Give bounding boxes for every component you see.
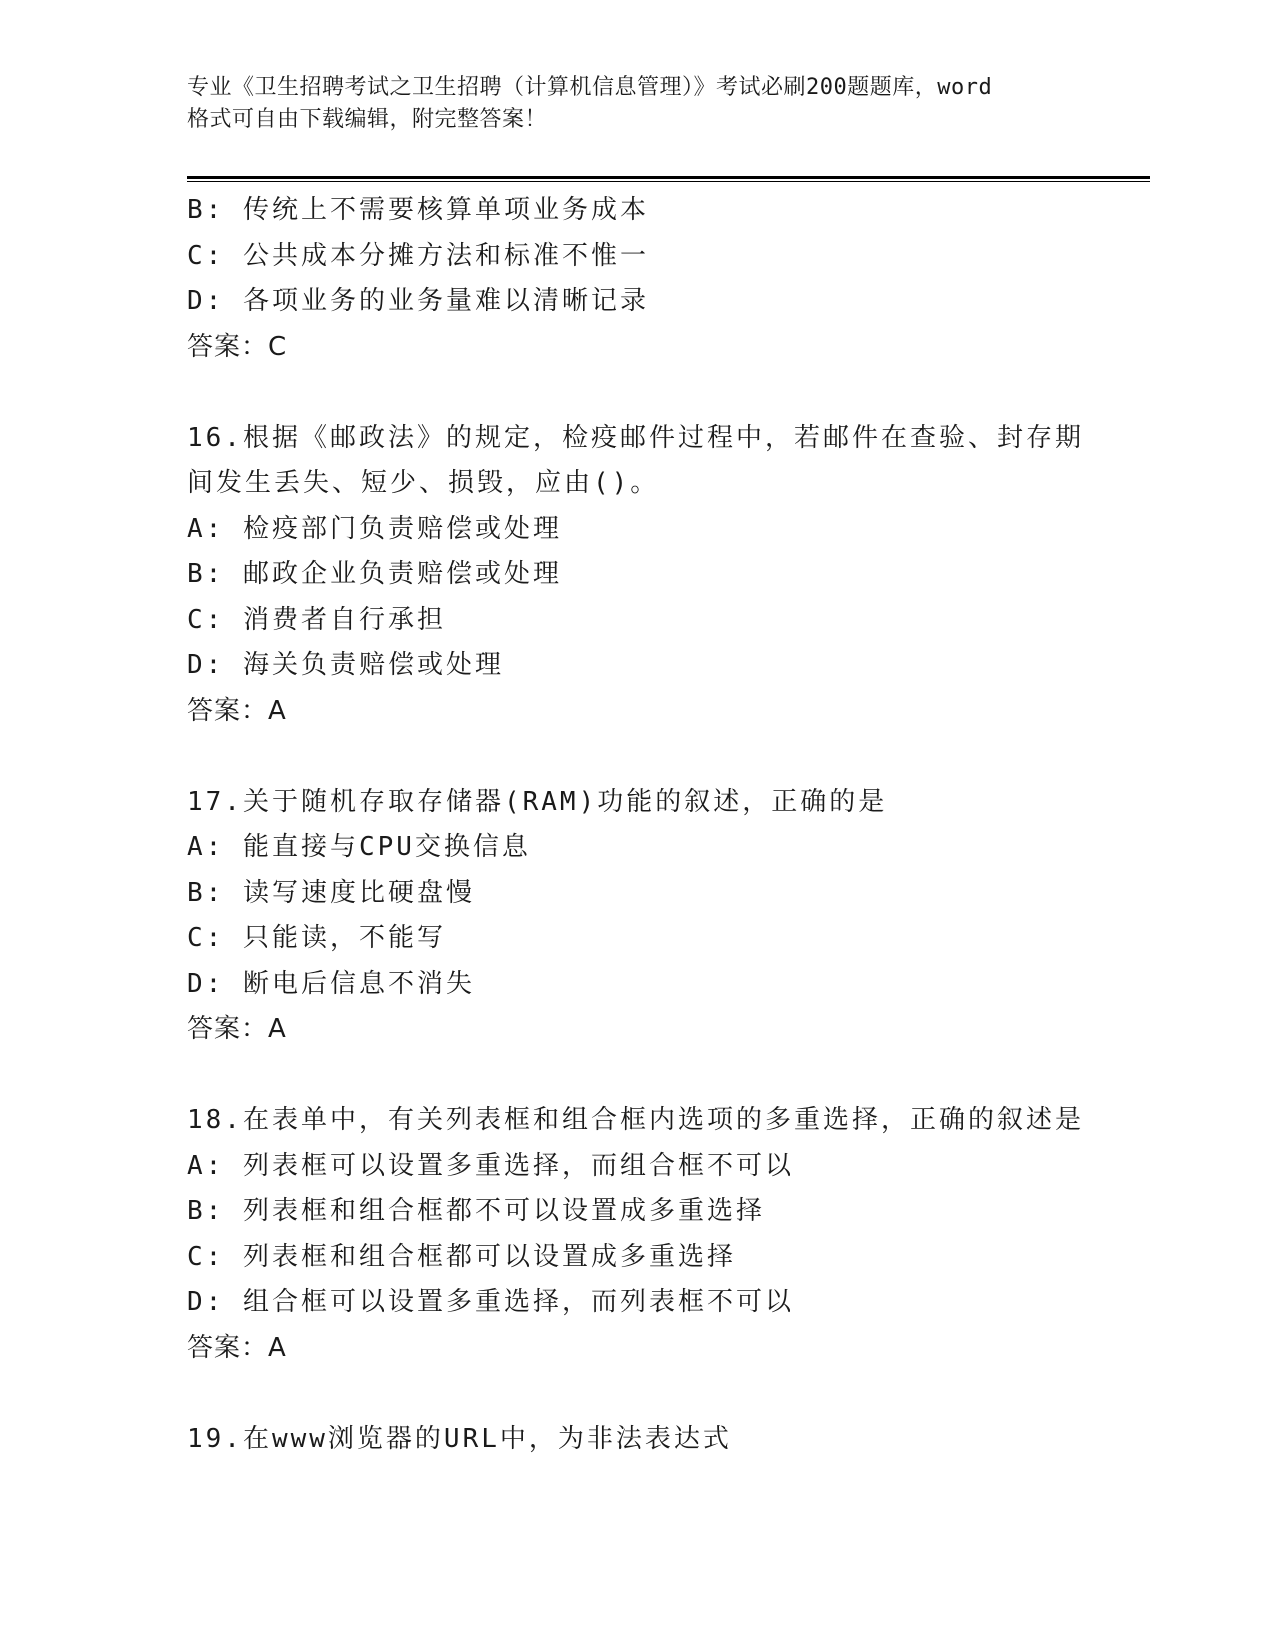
q15-option-d: D: 各项业务的业务量难以清晰记录 [187, 286, 649, 316]
question-19 [187, 1417, 1147, 1463]
q17-option-b: B: 读写速度比硬盘慢 [187, 877, 475, 908]
q16-stem-line1: 16.根据《邮政法》的规定，检疫邮件过程中，若邮件在查验、封存期 [187, 422, 1084, 453]
question-15 [187, 188, 1147, 370]
q17-option-c: C: 只能读，不能写 [187, 923, 446, 953]
q18-option-c: C: 列表框和组合框都可以设置成多重选择 [187, 1241, 736, 1272]
q18-option-d: D: 组合框可以设置多重选择，而列表框不可以 [187, 1287, 794, 1317]
q17-option-d: D: 断电后信息不消失 [187, 968, 475, 999]
header-divider-thick [187, 176, 1150, 179]
question-list [187, 188, 1147, 1462]
q18-option-b: B: 列表框和组合框都不可以设置成多重选择 [187, 1196, 765, 1226]
q15-option-c: C: 公共成本分摊方法和标准不惟一 [187, 240, 649, 271]
document-header [187, 72, 1087, 136]
q16-option-a: A: 检疫部门负责赔偿或处理 [187, 513, 562, 544]
spacer [187, 734, 1147, 780]
spacer [187, 1371, 1147, 1417]
question-17 [187, 780, 1147, 1053]
question-16 [187, 416, 1147, 735]
q16-option-b: B: 邮政企业负责赔偿或处理 [187, 559, 562, 589]
q15-answer: 答案：C [187, 331, 288, 362]
q16-option-d: D: 海关负责赔偿或处理 [187, 650, 504, 680]
q18-option-a: A: 列表框可以设置多重选择，而组合框不可以 [187, 1150, 794, 1181]
spacer [187, 370, 1147, 416]
q16-answer: 答案：A [187, 695, 287, 726]
header-title-line1: 专业《卫生招聘考试之卫生招聘（计算机信息管理）》考试必刷200题题库，word [187, 75, 993, 100]
q17-option-a: A: 能直接与CPU交换信息 [187, 832, 531, 862]
question-18 [187, 1098, 1147, 1371]
header-divider-thin [187, 181, 1150, 182]
q18-answer: 答案：A [187, 1332, 287, 1363]
q16-option-c: C: 消费者自行承担 [187, 604, 446, 635]
q16-stem-line2: 间发生丢失、短少、损毁，应由()。 [187, 468, 660, 498]
spacer [187, 1053, 1147, 1099]
q17-answer: 答案：A [187, 1014, 287, 1044]
q19-stem: 19.在www浏览器的URL中，为非法表达式 [187, 1423, 732, 1454]
header-title-line2: 格式可自由下载编辑，附完整答案！ [187, 107, 548, 132]
q15-option-b: B: 传统上不需要核算单项业务成本 [187, 195, 649, 225]
q18-stem: 18.在表单中，有关列表框和组合框内选项的多重选择，正确的叙述是 [187, 1105, 1084, 1135]
q17-stem: 17.关于随机存取存储器(RAM)功能的叙述，正确的是 [187, 786, 888, 817]
